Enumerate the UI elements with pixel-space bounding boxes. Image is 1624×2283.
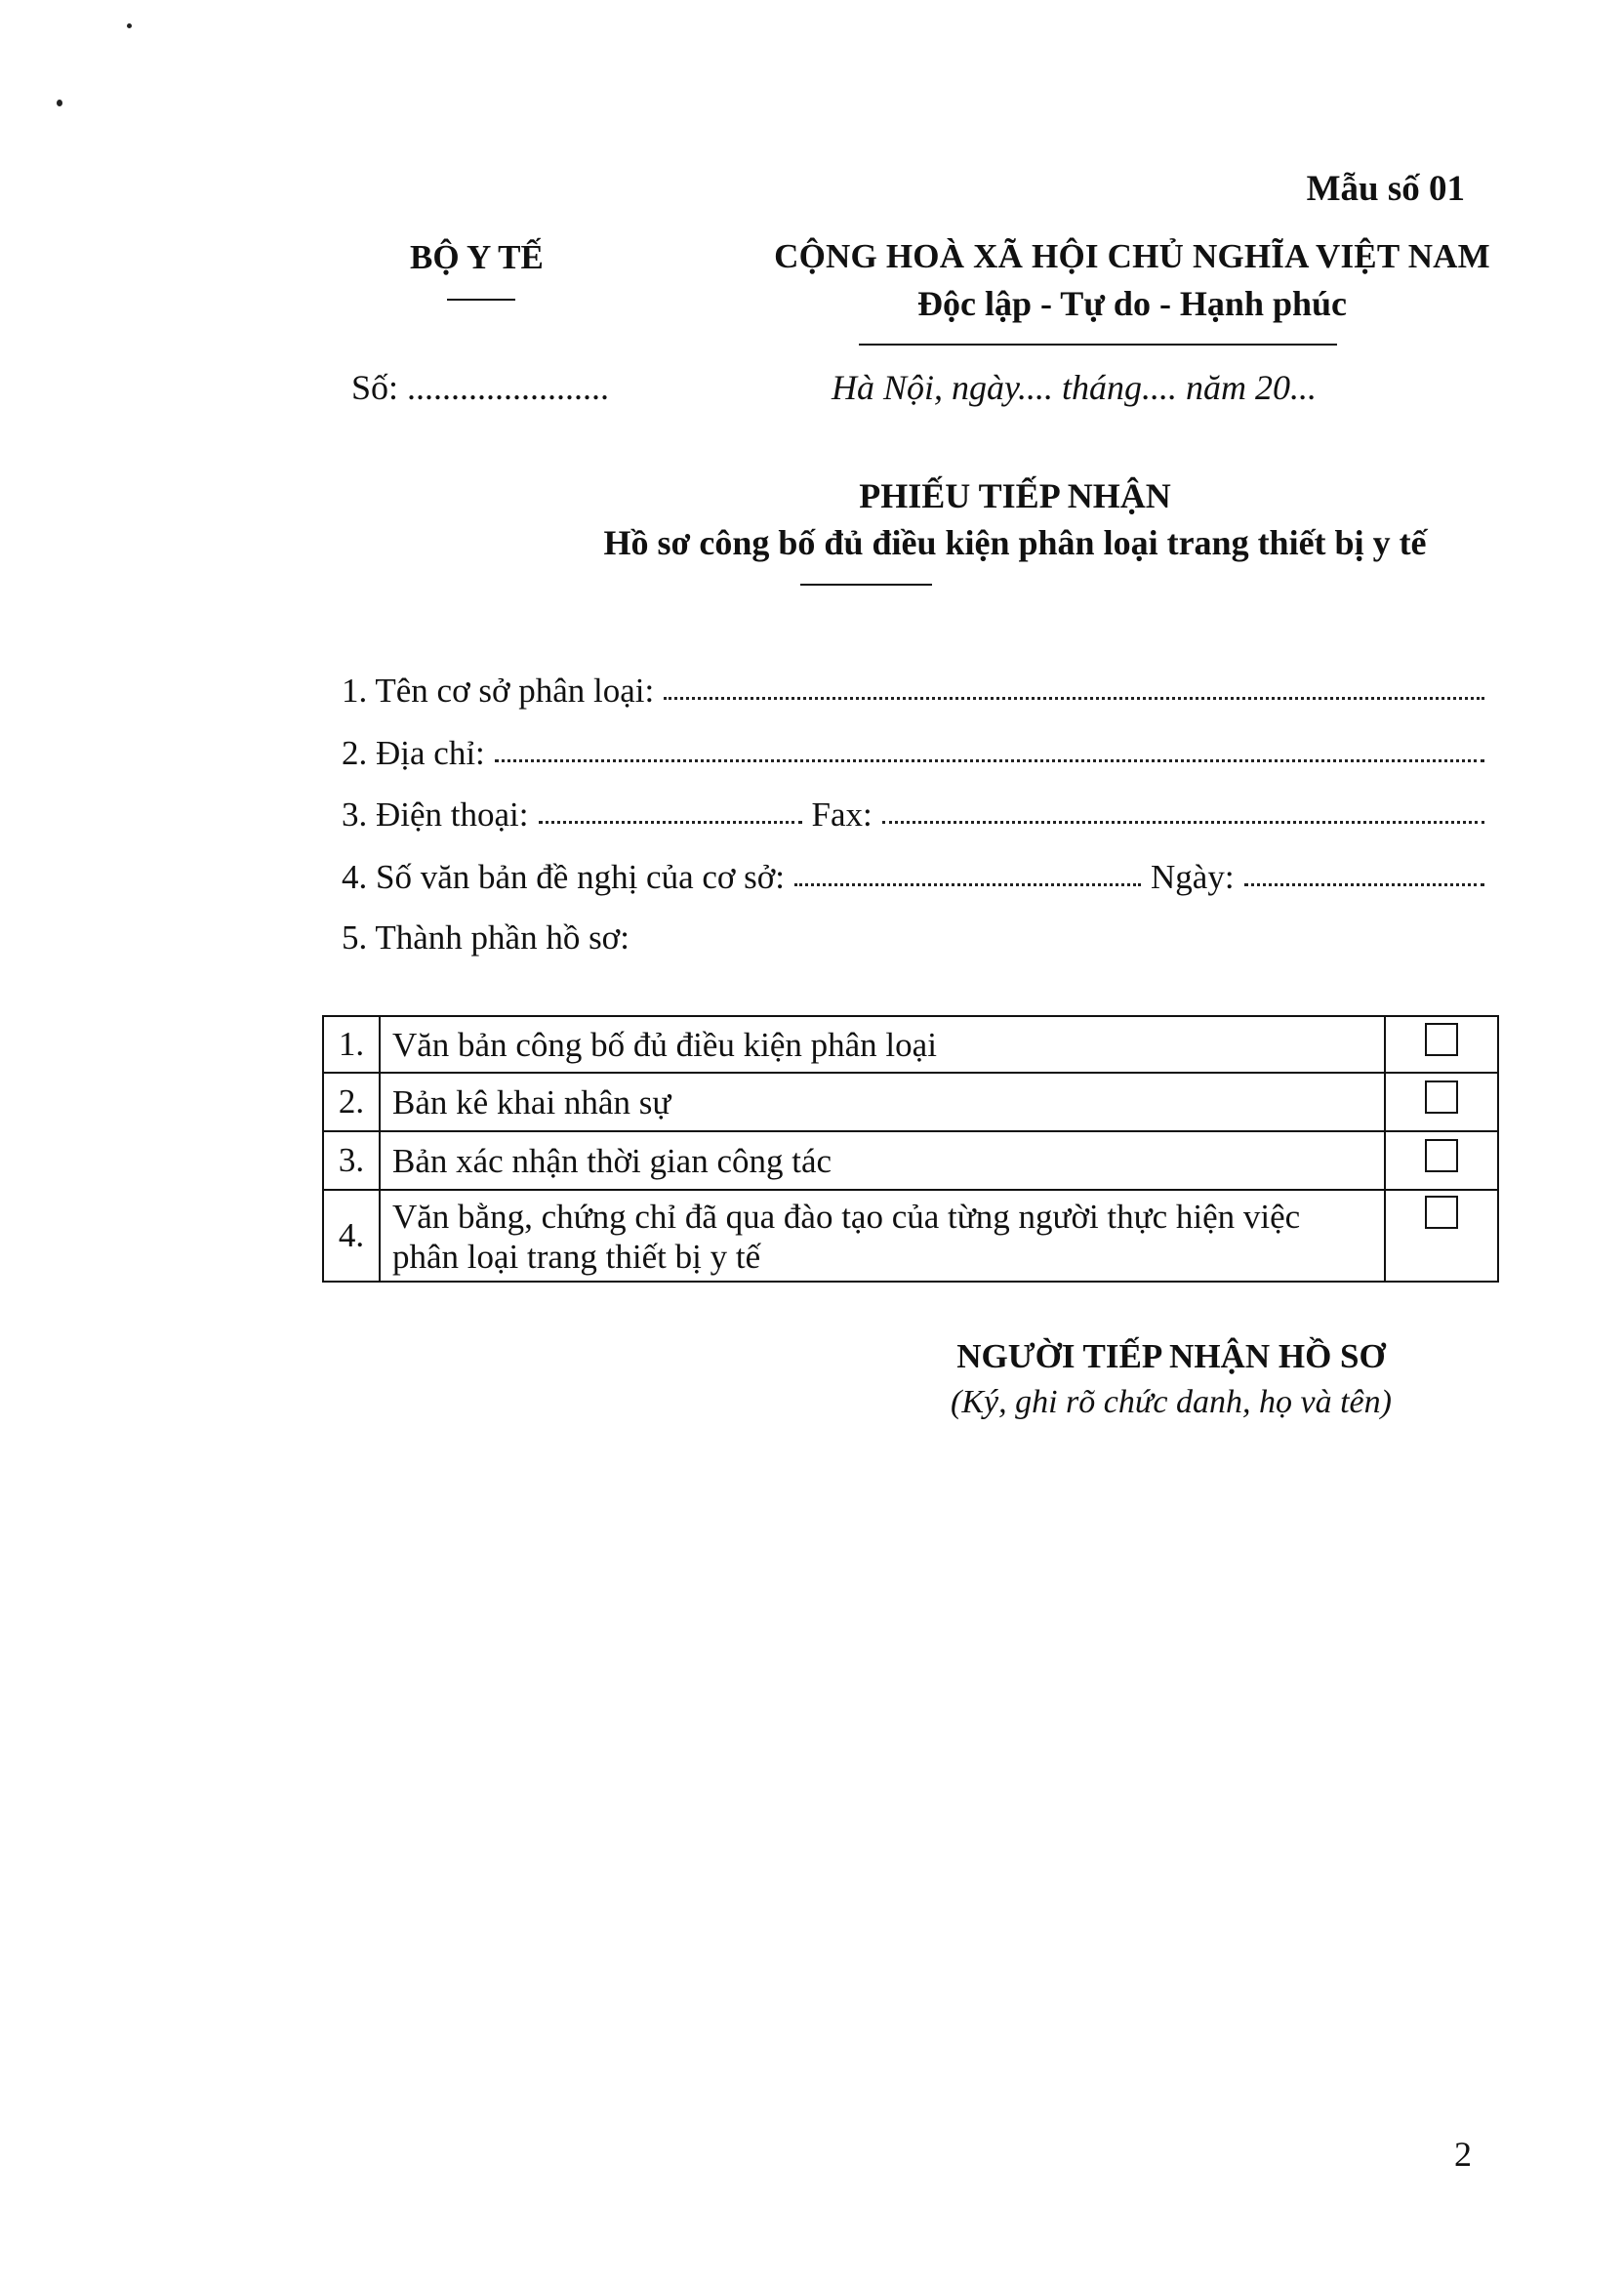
phone-fax-field (342, 795, 1488, 835)
page-number: 2 (1454, 2135, 1472, 2174)
scan-speck (57, 100, 62, 106)
document-number-label: Số: (351, 368, 399, 407)
document-title: PHIẾU TIẾP NHẬN (859, 476, 1171, 515)
receiver-signature-note: (Ký, ghi rõ chức danh, họ và tên) (951, 1384, 1392, 1420)
address-label: 2. Địa chỉ: (342, 734, 485, 772)
components-label: 5. Thành phần hồ sơ: (342, 918, 629, 957)
row-number: 1. (323, 1016, 380, 1073)
fill-in-dots (664, 696, 1484, 700)
fill-in-dots (794, 882, 1141, 886)
document-subtitle: Hồ sơ công bố đủ điều kiện phân loại trang thiết bị y tế (603, 523, 1427, 562)
phone-label: 3. Điện thoại: (342, 795, 529, 834)
checkbox-cell (1385, 1073, 1498, 1131)
fill-in-dots (495, 758, 1484, 762)
nation-heading: CỘNG HOÀ XÃ HỘI CHỦ NGHĨA VIỆT NAM (774, 237, 1490, 275)
components-field (342, 918, 1488, 958)
document-number-value: ....................... (407, 368, 610, 407)
table-row (323, 1016, 1498, 1073)
form-number: Mẫu số 01 (1306, 169, 1465, 209)
fill-in-dots (1244, 882, 1484, 886)
row-description: Bản xác nhận thời gian công tác (380, 1131, 1385, 1190)
ministry-underline (447, 299, 515, 301)
facility-name-field (342, 672, 1488, 711)
row-number: 4. (323, 1190, 380, 1282)
fax-label: Fax: (811, 795, 873, 834)
national-motto: Độc lập - Tự do - Hạnh phúc (916, 284, 1348, 323)
checkbox[interactable] (1425, 1080, 1458, 1114)
row-number: 3. (323, 1131, 380, 1190)
row-description: Văn bằng, chứng chỉ đã qua đào tạo của từng người thực hiện việc phân loại trang thiết bị y tế (380, 1190, 1385, 1282)
motto-underline (859, 344, 1337, 346)
fill-in-dots (882, 820, 1484, 824)
title-underline (800, 584, 932, 586)
address-field (342, 734, 1488, 773)
table-row (323, 1131, 1498, 1190)
request-document-field (342, 858, 1488, 897)
table-row (323, 1073, 1498, 1131)
ministry-name: BỘ Y TẾ (410, 238, 544, 276)
row-description: Văn bản công bố đủ điều kiện phân loại (380, 1016, 1385, 1073)
place-and-date: Hà Nội, ngày.... tháng.... năm 20... (832, 368, 1318, 407)
checkbox[interactable] (1425, 1023, 1458, 1056)
checkbox-cell (1385, 1131, 1498, 1190)
row-description: Bản kê khai nhân sự (380, 1073, 1385, 1131)
checkbox-cell (1385, 1190, 1498, 1282)
checkbox[interactable] (1425, 1196, 1458, 1229)
fill-in-dots (539, 820, 802, 824)
document-number (351, 367, 609, 408)
scan-speck (127, 23, 132, 28)
facility-name-label: 1. Tên cơ sở phân loại: (342, 672, 655, 710)
request-document-label: 4. Số văn bản đề nghị của cơ sở: (342, 858, 786, 896)
receiver-title: NGƯỜI TIẾP NHẬN HỒ SƠ (956, 1337, 1386, 1375)
checkbox-cell (1385, 1016, 1498, 1073)
checkbox[interactable] (1425, 1139, 1458, 1172)
row-number: 2. (323, 1073, 380, 1131)
date-label: Ngày: (1151, 858, 1235, 896)
table-row (323, 1190, 1498, 1282)
documents-checklist-table (322, 1015, 1499, 1283)
